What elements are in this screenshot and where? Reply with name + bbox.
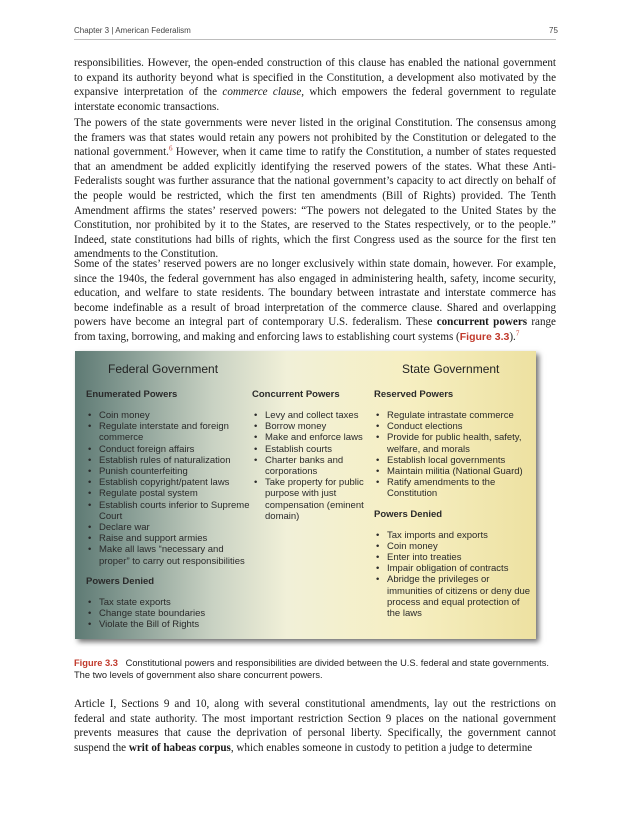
list-item: • Coin money (86, 410, 251, 421)
federal-powers-denied-list (86, 597, 251, 631)
paragraph-text: However, when it came time to ratify the Constitution, a number of states requested that an amendment be added explicitly identifying the reserved powers of the states. What these Anti-Federalists sought was further assurance that the national government’s capacity to act directly on behalf of the people would be restricted, which the first ten amendments (Bill of Rights) provided. The Tenth Amendment affirms the states’ reserved powers: “The powers not delegated to the United States by the Constitution, nor prohibited by it to the States, are reserved to the States respectively, or to the people.” Indeed, state constitutions had bills of rights, which the first Congress used as the source for the first ten amendments to the Constitution. (74, 146, 556, 261)
list-item: • Conduct elections (374, 421, 532, 432)
concurrent-powers-list (252, 410, 370, 522)
list-item: • Regulate postal system (86, 488, 251, 499)
list-item: • Levy and collect taxes (252, 410, 370, 421)
state-government-heading: State Government (402, 362, 500, 376)
list-item: • Ratify amendments to the Constitution (374, 477, 532, 499)
federal-government-heading: Federal Government (108, 362, 219, 376)
reserved-powers-title: Reserved Powers (374, 389, 454, 400)
term-commerce-clause: commerce clause, (222, 86, 305, 99)
footnote-ref-7[interactable]: 7 (515, 329, 520, 338)
concurrent-column (252, 389, 370, 522)
list-item: • Make all laws “necessary and proper” to carry out responsibilities (86, 544, 251, 566)
list-item: • Borrow money (252, 421, 370, 432)
paragraph-text: responsibilities. However, the open-ended construction of this clause has enabled the national government to expand its authority beyond what is specified in the Constitution, a development also motivated by the expansive interpretation of the (74, 57, 556, 99)
federal-column (86, 389, 251, 630)
list-item: • Raise and support armies (86, 533, 251, 544)
paragraph-concurrent-powers (74, 257, 556, 345)
list-item: • Violate the Bill of Rights (86, 619, 251, 630)
list-item: • Punish counterfeiting (86, 466, 251, 477)
paragraph-state-powers (74, 116, 556, 262)
state-powers-denied-list (374, 530, 532, 620)
concurrent-powers-title: Concurrent Powers (252, 389, 340, 400)
list-item: • Establish local governments (374, 455, 532, 466)
paragraph-text: Some of the states’ reserved powers are no longer exclusively within state domain, however. For example, since the 1940s, the federal government has also engaged in administering health, safety, income security, education, and welfare to state residents. The boundary between intrastate and interstate commerce has become indefinable as a result of broad interpretation of the commerce clause. Shared and overlapping powers have become an integral part of contemporary U.S. federalism. These (74, 258, 556, 329)
list-item: • Tax imports and exports (374, 530, 532, 541)
list-item: • Establish rules of naturalization (86, 455, 251, 466)
list-item: • Establish copyright/patent laws (86, 477, 251, 488)
page-number: 75 (549, 26, 558, 35)
term-concurrent-powers: concurrent powers (436, 316, 528, 329)
paragraph-text: range from taxing, borrowing, and making and enforcing laws to establishing court systems ( (74, 316, 556, 343)
list-item: • Coin money (374, 541, 532, 552)
list-item: • Charter banks and corporations (252, 455, 370, 477)
header-divider (74, 39, 556, 40)
state-column (374, 389, 532, 619)
list-item: • Establish courts inferior to Supreme Court (86, 500, 251, 522)
running-header-chapter: Chapter 3 | American Federalism (74, 26, 191, 35)
paragraph-restrictions (74, 697, 556, 755)
caption-text: Constitutional powers and responsibilities are divided between the U.S. federal and state governments. The two levels of government also share concurrent powers. (74, 658, 549, 680)
list-item: • Abridge the privileges or immunities of citizens or deny due process and equal protection of the laws (374, 574, 532, 619)
list-item: • Declare war (86, 522, 251, 533)
list-item: • Regulate interstate and foreign commerce (86, 421, 251, 443)
list-item: • Maintain militia (National Guard) (374, 466, 532, 477)
reserved-powers-list (374, 410, 532, 500)
figure-label: Figure 3.3 (74, 658, 118, 668)
paragraph-text: which empowers the federal government to regulate interstate economic transactions. (74, 86, 556, 113)
state-powers-denied-title: Powers Denied (374, 508, 443, 520)
paragraph-text: The powers of the state governments were never listed in the original Constitution. The consensus among the framers was that states would retain any powers not prohibited by the Constitution or delegated to the national government. (74, 117, 556, 159)
paragraph-text: , which enables someone in custody to petition a judge to determine (230, 741, 533, 754)
term-writ-of-habeas-corpus: writ of habeas corpus (128, 741, 231, 754)
list-item: • Impair obligation of contracts (374, 563, 532, 574)
footnote-ref-6[interactable]: 6 (168, 144, 173, 153)
list-item: • Change state boundaries (86, 608, 251, 619)
list-item: • Enter into treaties (374, 552, 532, 563)
figure-caption (74, 658, 556, 681)
enumerated-powers-title: Enumerated Powers (86, 389, 178, 400)
list-item: • Tax state exports (86, 597, 251, 608)
federal-powers-denied-title: Powers Denied (86, 575, 155, 587)
paragraph-necessary-proper (74, 56, 556, 114)
list-item: • Establish courts (252, 444, 370, 455)
paragraph-text: ). (509, 330, 516, 343)
list-item: • Provide for public health, safety, welfare, and morals (374, 432, 532, 454)
list-item: • Take property for public purpose with just compensation (eminent domain) (252, 477, 370, 522)
paragraph-text: Article I, Sections 9 and 10, along with several constitutional amendments, lay out the restrictions on federal and state authority. The most important restriction Section 9 places on the national government prevents measures that cause the deprivation of personal liberty. Specifically, the government cannot suspend the (74, 698, 556, 754)
list-item: • Make and enforce laws (252, 432, 370, 443)
list-item: • Conduct foreign affairs (86, 444, 251, 455)
enumerated-powers-list (86, 410, 251, 567)
figure-powers-diagram (75, 351, 536, 639)
figure-3-3-link[interactable]: Figure 3.3 (459, 330, 510, 343)
list-item: • Regulate intrastate commerce (374, 410, 532, 421)
